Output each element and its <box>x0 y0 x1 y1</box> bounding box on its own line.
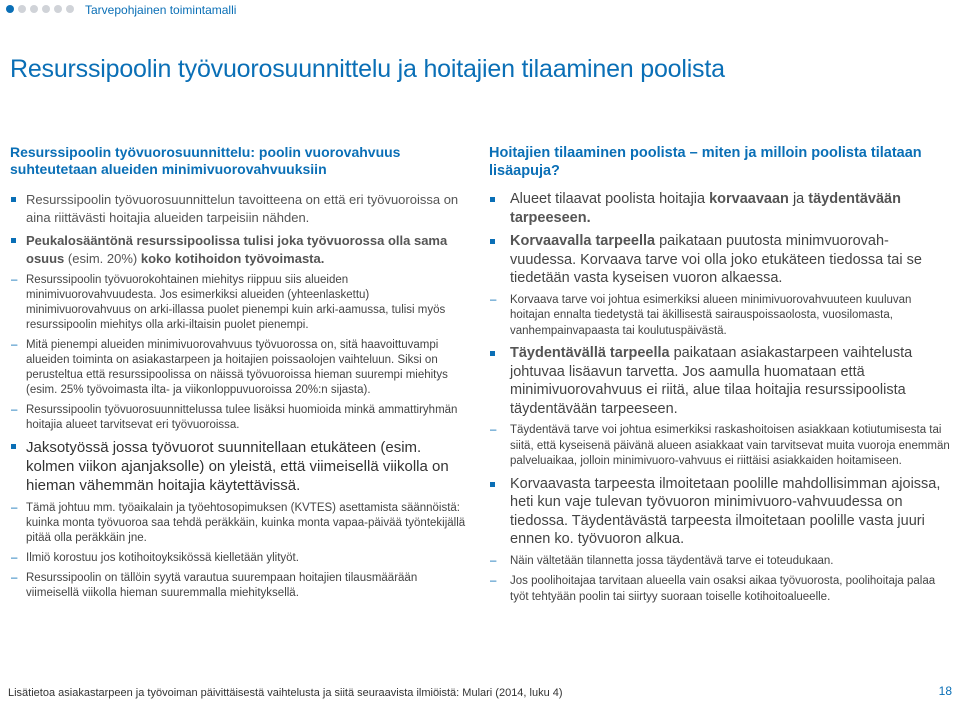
list-item: Korvaavalla tarpeella paikataan puutosta minimvuorovah-vuudessa. Korvaava tarve voi olla joko etukäteen tiedossa tai se tiedetään vasta kyseisen vuoron alkaessa. <box>489 232 951 288</box>
sub-list-item: – Näin vältetään tilannetta jossa täydentävä tarve ei toteudukaan. <box>489 554 951 570</box>
nav-dot[interactable] <box>66 5 74 13</box>
page-title: Resurssipoolin työvuorosuunnittelu ja hoitajien tilaaminen poolista <box>10 55 725 83</box>
sub-list-item: – Täydentävä tarve voi johtua esimerkiksi raskashoitoisen asiakkaan kotiutumisesta tai siitä, että kyseisenä päivänä alueen asiakkaat vain tarvitsevat muita vuoroja enemmän palveluaikaa, jolloin minimivuoro-vahvuus ei riittäisi asiakkaiden hoitamiseen. <box>489 423 951 470</box>
sub-list-item: – Korvaava tarve voi johtua esimerkiksi alueen minimivuorovahvuuteen kuuluvan hoitajan ennalta tiedetystä tai äkillisestä sairauspoissaolosta, vuosilomasta, vanhempainvapaasta tai koulutuspäivästä. <box>489 293 951 340</box>
list-item: Jaksotyössä jossa työvuorot suunnitellaan etukäteen (esim. kolmen viikon ajanjaksolle) on yleistä, että viimeisellä viikolla on hieman vähemmän hoitajia käytettävissä. <box>10 438 470 495</box>
right-bullet-list <box>489 190 951 605</box>
list-item: Resurssipoolin työvuorosuunnittelun tavoitteena on että eri työvuoroissa on aina riittävästi hoitajia alueiden tarpeisiin nähden. <box>10 191 470 226</box>
right-heading: Hoitajien tilaaminen poolista – miten ja milloin poolista tilataan lisäapuja? <box>489 145 922 179</box>
top-bar <box>0 0 960 20</box>
nav-dot[interactable] <box>42 5 50 13</box>
list-item: Täydentävällä tarpeella paikataan asiakastarpeen vaihtelusta johtuvaa lisäavun tarvetta. Jos aamulla huomataan että minimivuorovahvuus ei riitä, alue tilaa hoitajia resurssipoolista täydentävään tarpeeseen. <box>489 344 951 418</box>
list-item: Peukalosääntönä resurssipoolissa tulisi joka työvuorossa olla sama osuus (esim. 20%) koko kotihoidon työvoimasta. <box>10 232 470 267</box>
footer-source: Lisätietoa asiakastarpeen ja työvoiman päivittäisestä vaihtelusta ja siitä seuraavista ilmiöistä: Mulari (2014, luku 4) <box>8 687 563 699</box>
section-label: Tarvepohjainen toimintamalli <box>85 3 237 17</box>
sub-list-item: – Mitä pienempi alueiden minimivuorovahvuus työvuorossa on, sitä haavoittuvampi alueiden toiminta on asiakastarpeen ja hoitajien poissaolojen vaihteluun. Siksi on perusteltua että resurssipoolissa on näissä työvuoroissa hieman suurempi miehitys (esim. 25% työvoimasta ilta- ja viikonloppuvuoroissa 20%:n sijasta). <box>10 338 470 398</box>
nav-dot[interactable] <box>30 5 38 13</box>
slide-nav-dots <box>6 5 74 13</box>
sub-list-item: – Jos poolihoitajaa tarvitaan alueella vain osaksi aikaa työvuorosta, poolihoitaja palaa työt tehtyään poolin tai siirtyy suoraan toiselle kotihoitoalueelle. <box>489 574 951 605</box>
page-number: 18 <box>938 684 952 698</box>
sub-list-item: – Resurssipoolin on tällöin syytä varautua suurempaan hoitajien tilausmäärään viimeisellä viikolla hieman suuremmalla miehityksellä. <box>10 571 470 601</box>
sub-list-item: – Resurssipoolin työvuorosuunnittelussa tulee lisäksi huomioida minkä ammattiryhmän hoitajia alueet tarvitsevat eri työvuoroissa. <box>10 403 470 433</box>
left-heading: Resurssipoolin työvuorosuunnittelu: poolin vuorovahvuus suhteutetaan alueiden minimivuorovahvuuksiin <box>10 144 401 177</box>
left-bullet-list <box>10 191 470 601</box>
nav-dot[interactable] <box>18 5 26 13</box>
sub-list-item: – Tämä johtuu mm. työaikalain ja työehtosopimuksen (KVTES) asettamista säännöistä: kuinka monta työvuoroa saa tehdä peräkkäin, kuinka monta vapaa-päivää työntekijällä pitää olla peräkkäin jne. <box>10 501 470 546</box>
nav-dot-active[interactable] <box>6 5 14 13</box>
right-column <box>489 144 951 610</box>
list-item: Korvaavasta tarpeesta ilmoitetaan poolille mahdollisimman ajoissa, heti kun vaje tulevan työvuoron minimivuoro-vahvuudessa on tiedossa. Täydentävästä tarpeesta ilmoitetaan poolille vasta juuri ennen ko. työvuoron alkua. <box>489 475 951 549</box>
nav-dot[interactable] <box>54 5 62 13</box>
sub-list-item: – Ilmiö korostuu jos kotihoitoyksikössä kielletään ylityöt. <box>10 551 470 566</box>
sub-list-item: – Resurssipoolin työvuorokohtainen miehitys riippuu siis alueiden minimivuorovahvuudesta. Jos esimerkiksi alueiden (yhteenlaskettu) minimivuorovahvuus on arki-illassa puolet pienempi kuin arki-aamussa, tulisi myös resurssipoolin miehitys olla arki-iltaisin puolet pienempi. <box>10 273 470 333</box>
list-item: Alueet tilaavat poolista hoitajia korvaavaan ja täydentävään tarpeeseen. <box>489 190 951 227</box>
left-column <box>10 144 470 606</box>
